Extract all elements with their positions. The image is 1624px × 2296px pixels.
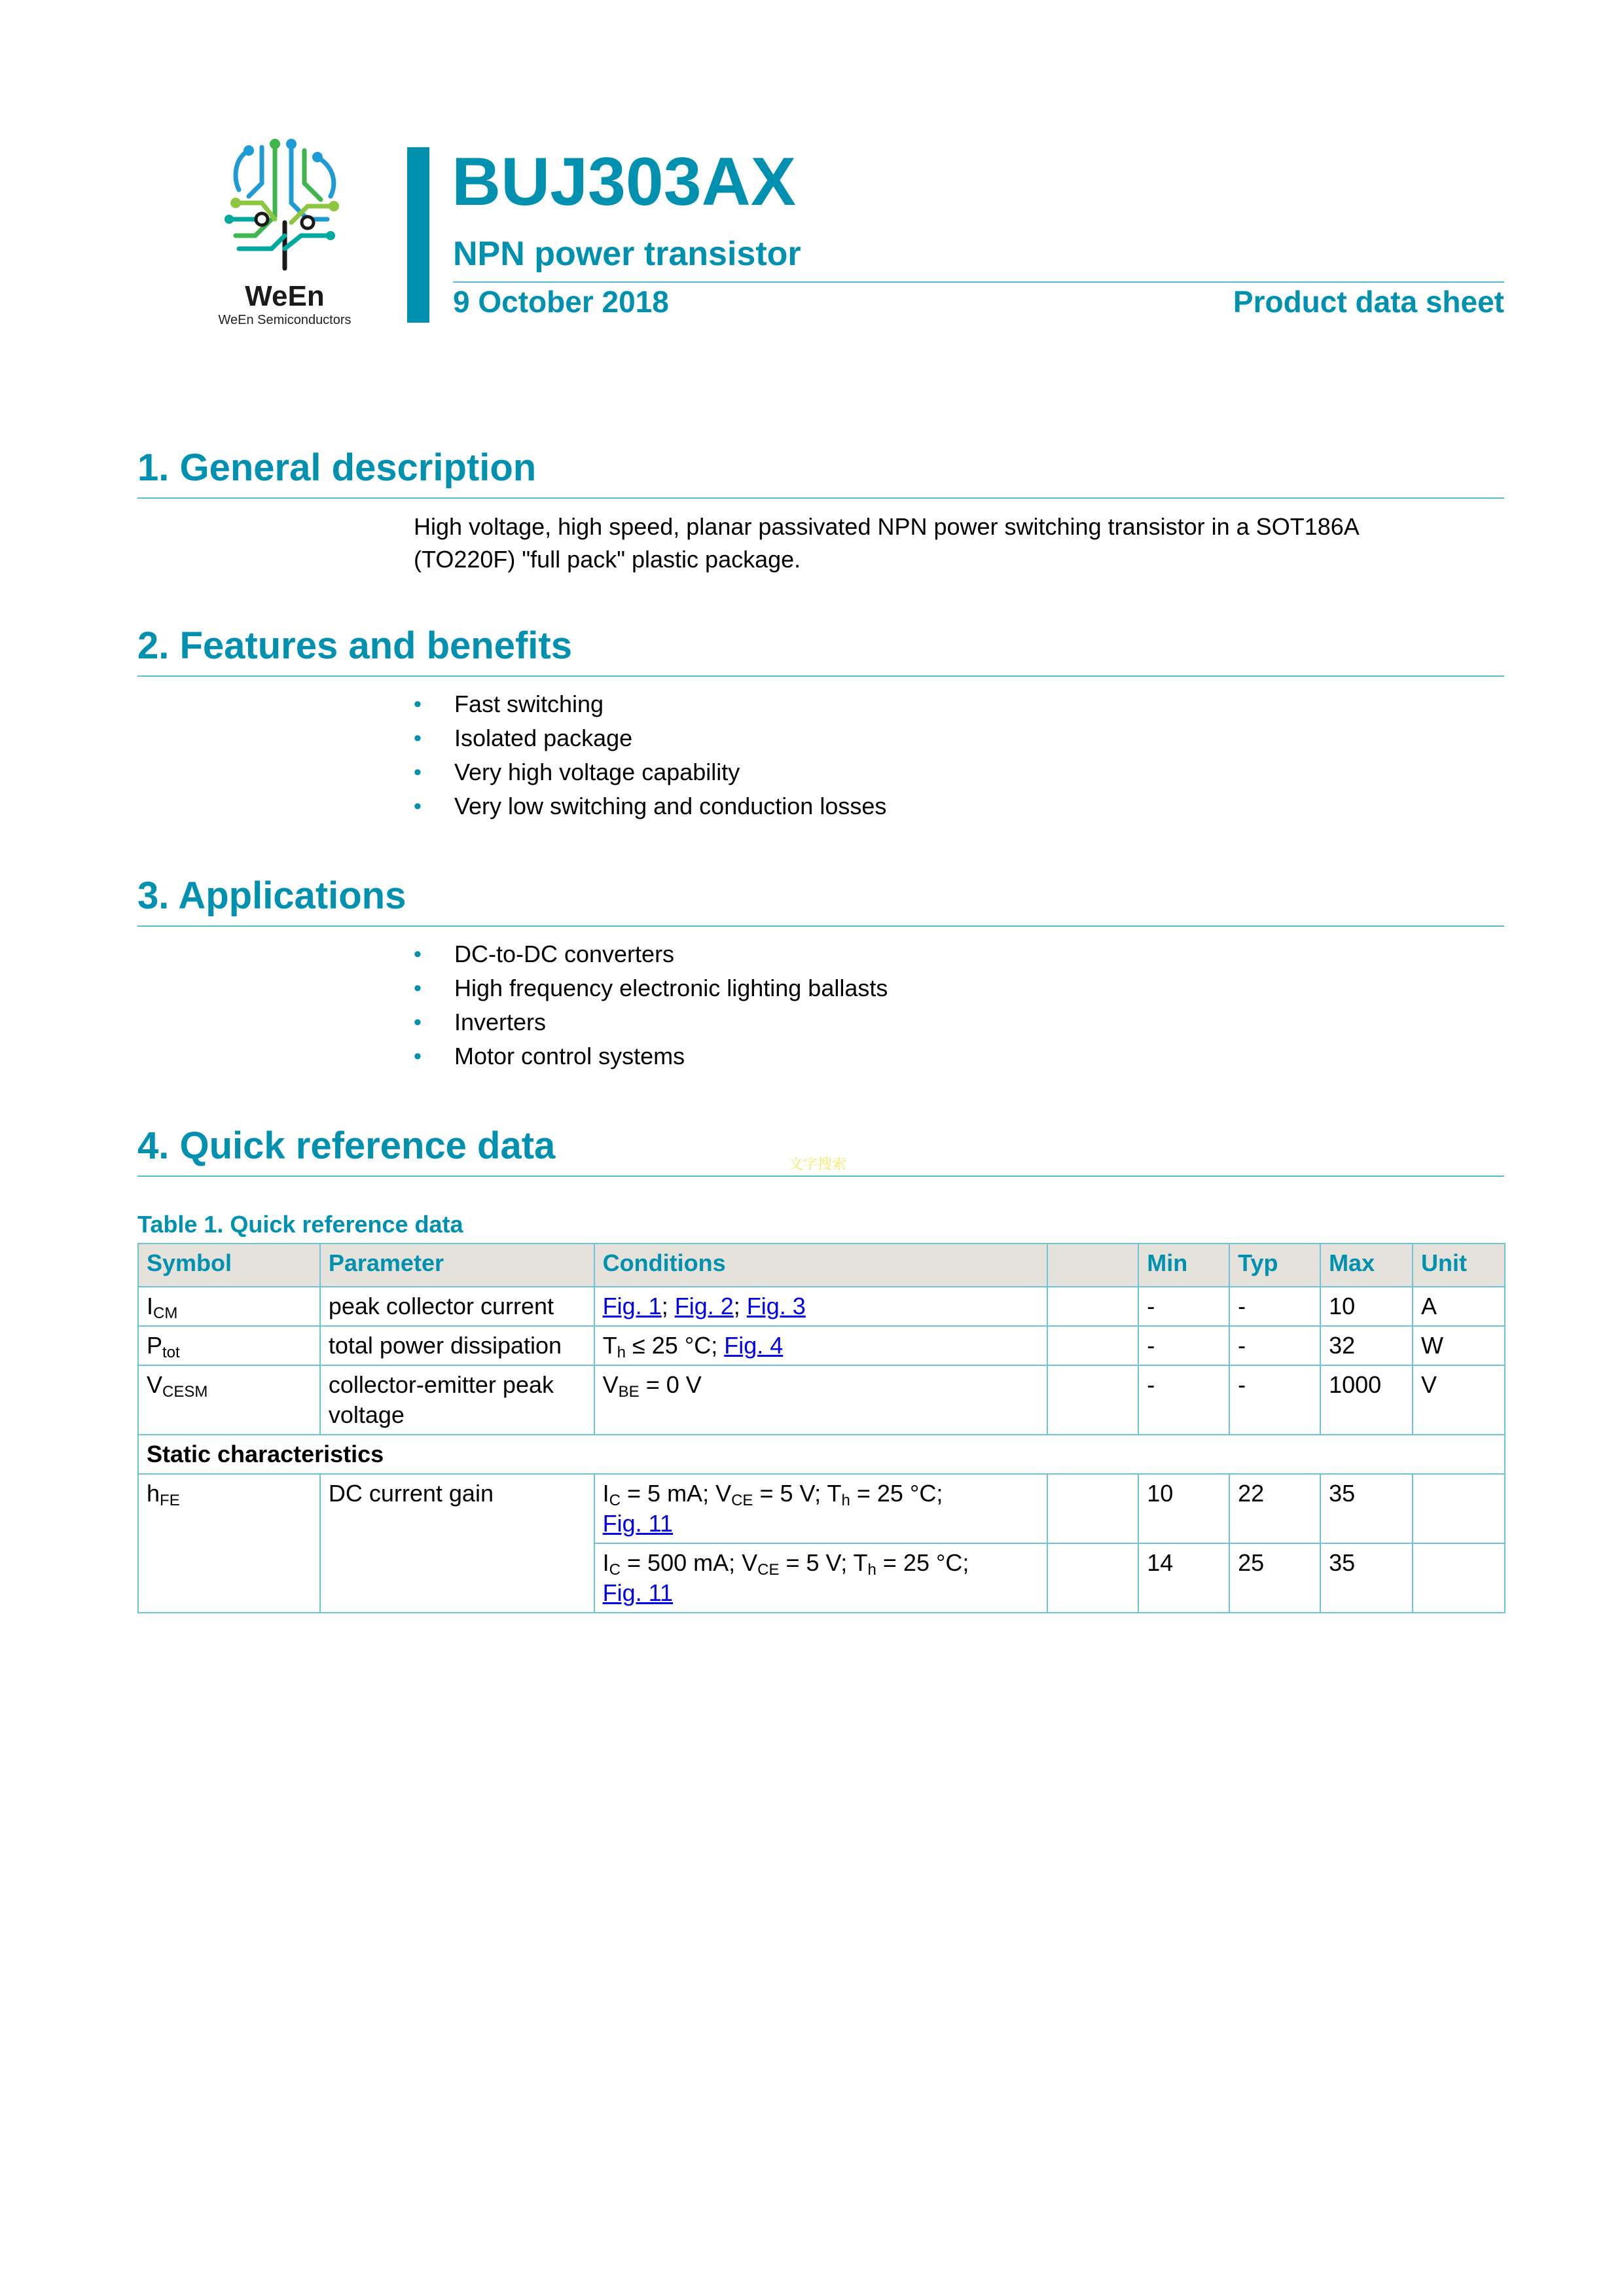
- list-item-text: Very high voltage capability: [454, 759, 740, 785]
- quick-reference-table: [137, 1243, 1506, 1613]
- list-item: [414, 1005, 888, 1039]
- list-item-text: Motor control systems: [454, 1043, 685, 1069]
- table-caption: Table 1. Quick reference data: [137, 1211, 463, 1238]
- cond-text: ≤ 25 °C;: [626, 1332, 725, 1359]
- cond-sub: BE: [618, 1383, 640, 1401]
- fig-11-link[interactable]: Fig. 11: [602, 1579, 674, 1606]
- document-date: 9 October 2018: [453, 285, 669, 319]
- general-description-line-1: High voltage, high speed, planar passivated NPN power switching transistor in a SOT186A: [414, 513, 1360, 540]
- cell-parameter: total power dissipation: [320, 1326, 594, 1365]
- cond-sub: h: [841, 1492, 850, 1509]
- table-row: [138, 1287, 1505, 1326]
- symbol-sub: tot: [162, 1344, 180, 1361]
- fig-3-link[interactable]: Fig. 3: [746, 1293, 806, 1319]
- section-rule: [137, 1175, 1504, 1177]
- watermark: 文字搜索: [789, 1156, 847, 1172]
- cell-min: -: [1138, 1365, 1229, 1435]
- document-type: Product data sheet: [1233, 285, 1504, 319]
- list-item: [414, 937, 888, 971]
- bullet-icon: •: [414, 726, 422, 751]
- header-unit: Unit: [1413, 1244, 1505, 1287]
- cond-text: = 25 °C;: [876, 1549, 969, 1576]
- list-item-text: Fast switching: [454, 691, 604, 717]
- logo-name: WeEn: [245, 280, 325, 312]
- cond-text: = 25 °C;: [850, 1480, 943, 1507]
- cell-conditions: [594, 1365, 1048, 1435]
- general-description-text: [414, 511, 1360, 576]
- section-title-applications: 3. Applications: [137, 874, 406, 917]
- list-item: [414, 721, 886, 755]
- logo-subtext: WeEn Semiconductors: [218, 313, 352, 327]
- cell-unit: A: [1413, 1287, 1505, 1326]
- cell-max: 10: [1320, 1287, 1413, 1326]
- ween-logo: [209, 137, 360, 334]
- fig-1-link[interactable]: Fig. 1: [602, 1293, 662, 1319]
- cell-symbol: [138, 1326, 320, 1365]
- bullet-icon: •: [414, 976, 422, 1001]
- cell-typ: 22: [1229, 1474, 1320, 1543]
- symbol-main: P: [147, 1332, 163, 1359]
- table-header-row: [138, 1244, 1505, 1287]
- symbol-sub: CESM: [162, 1383, 208, 1401]
- cell-blank: [1047, 1326, 1138, 1365]
- header-max: Max: [1320, 1244, 1413, 1287]
- cond-sub: CE: [757, 1561, 780, 1579]
- section-rule: [137, 497, 1504, 499]
- cell-parameter: peak collector current: [320, 1287, 594, 1326]
- brain-circuit-logo-icon: [209, 137, 360, 288]
- symbol-sub: CM: [153, 1304, 178, 1322]
- symbol-main: h: [147, 1480, 160, 1507]
- header-symbol: Symbol: [138, 1244, 320, 1287]
- section-rule: [137, 675, 1504, 677]
- header-parameter: Parameter: [320, 1244, 594, 1287]
- cell-blank: [1047, 1543, 1138, 1613]
- header-min: Min: [1138, 1244, 1229, 1287]
- cell-max: 35: [1320, 1543, 1413, 1613]
- list-item: [414, 1039, 888, 1073]
- header-conditions: Conditions: [594, 1244, 1048, 1287]
- list-item: [414, 789, 886, 823]
- header-typ: Typ: [1229, 1244, 1320, 1287]
- header-accent-bar: [407, 147, 429, 323]
- table-row: [138, 1326, 1505, 1365]
- symbol-sub: FE: [160, 1492, 180, 1509]
- cell-blank: [1047, 1287, 1138, 1326]
- list-item: [414, 687, 886, 721]
- cell-symbol: [138, 1474, 320, 1613]
- cell-min: -: [1138, 1287, 1229, 1326]
- cond-text: I: [602, 1480, 609, 1507]
- list-item-text: Isolated package: [454, 725, 633, 751]
- product-subtitle: NPN power transistor: [453, 235, 801, 273]
- cell-max: 32: [1320, 1326, 1413, 1365]
- cell-max: 35: [1320, 1474, 1413, 1543]
- cell-min: -: [1138, 1326, 1229, 1365]
- header-blank: [1047, 1244, 1138, 1287]
- separator: ;: [733, 1293, 747, 1319]
- section-rule: [137, 925, 1504, 927]
- cell-min: 10: [1138, 1474, 1229, 1543]
- list-item-text: DC-to-DC converters: [454, 941, 675, 967]
- cond-text: I: [602, 1549, 609, 1576]
- cell-symbol: [138, 1365, 320, 1435]
- cond-text: T: [602, 1332, 617, 1359]
- cell-typ: -: [1229, 1287, 1320, 1326]
- table-row: [138, 1474, 1505, 1543]
- cell-conditions: [594, 1287, 1048, 1326]
- bullet-icon: •: [414, 794, 422, 819]
- separator: ;: [661, 1293, 675, 1319]
- cell-blank: [1047, 1365, 1138, 1435]
- cell-unit: V: [1413, 1365, 1505, 1435]
- cell-symbol: [138, 1287, 320, 1326]
- bullet-icon: •: [414, 942, 422, 967]
- cond-text: = 5 mA; V: [621, 1480, 732, 1507]
- cond-text: = 5 V; T: [753, 1480, 842, 1507]
- header-divider: [453, 281, 1504, 283]
- section-title-general-description: 1. General description: [137, 446, 537, 489]
- fig-4-link[interactable]: Fig. 4: [724, 1332, 784, 1359]
- cell-typ: -: [1229, 1365, 1320, 1435]
- cell-unit: W: [1413, 1326, 1505, 1365]
- cond-sub: CE: [731, 1492, 753, 1509]
- cell-parameter: collector-emitter peak voltage: [320, 1365, 594, 1435]
- list-item-text: Inverters: [454, 1009, 547, 1035]
- cell-conditions: [594, 1474, 1048, 1543]
- features-list: [414, 687, 886, 823]
- list-item-text: High frequency electronic lighting ballasts: [454, 975, 888, 1001]
- cell-min: 14: [1138, 1543, 1229, 1613]
- cond-text: V: [602, 1371, 619, 1398]
- cond-text: = 500 mA; V: [621, 1549, 758, 1576]
- cond-text: = 5 V; T: [779, 1549, 868, 1576]
- cond-sub: h: [617, 1344, 626, 1361]
- list-item: [414, 971, 888, 1005]
- symbol-main: V: [147, 1371, 163, 1398]
- cell-typ: 25: [1229, 1543, 1320, 1613]
- cell-unit: [1413, 1474, 1505, 1543]
- cell-max: 1000: [1320, 1365, 1413, 1435]
- applications-list: [414, 937, 888, 1073]
- bullet-icon: •: [414, 1010, 422, 1035]
- bullet-icon: •: [414, 692, 422, 717]
- cell-parameter: DC current gain: [320, 1474, 594, 1613]
- cond-sub: h: [867, 1561, 876, 1579]
- section-title-quick-reference: 4. Quick reference data: [137, 1124, 556, 1167]
- table-section-row: [138, 1435, 1505, 1474]
- cell-typ: -: [1229, 1326, 1320, 1365]
- symbol-main: I: [147, 1293, 154, 1319]
- bullet-icon: •: [414, 760, 422, 785]
- cell-conditions: [594, 1326, 1048, 1365]
- cond-sub: C: [609, 1492, 621, 1509]
- cell-blank: [1047, 1474, 1138, 1543]
- table-row: [138, 1365, 1505, 1435]
- fig-2-link[interactable]: Fig. 2: [674, 1293, 734, 1319]
- cell-unit: [1413, 1543, 1505, 1613]
- fig-11-link[interactable]: Fig. 11: [602, 1510, 674, 1537]
- list-item: [414, 755, 886, 789]
- section-title-features: 2. Features and benefits: [137, 624, 572, 667]
- product-title: BUJ303AX: [452, 144, 797, 220]
- cond-sub: C: [609, 1561, 621, 1579]
- list-item-text: Very low switching and conduction losses: [454, 793, 887, 819]
- cell-conditions: [594, 1543, 1048, 1613]
- general-description-line-2: (TO220F) "full pack" plastic package.: [414, 546, 801, 573]
- bullet-icon: •: [414, 1044, 422, 1069]
- cond-text: = 0 V: [639, 1371, 702, 1398]
- static-characteristics-heading: Static characteristics: [138, 1435, 1505, 1474]
